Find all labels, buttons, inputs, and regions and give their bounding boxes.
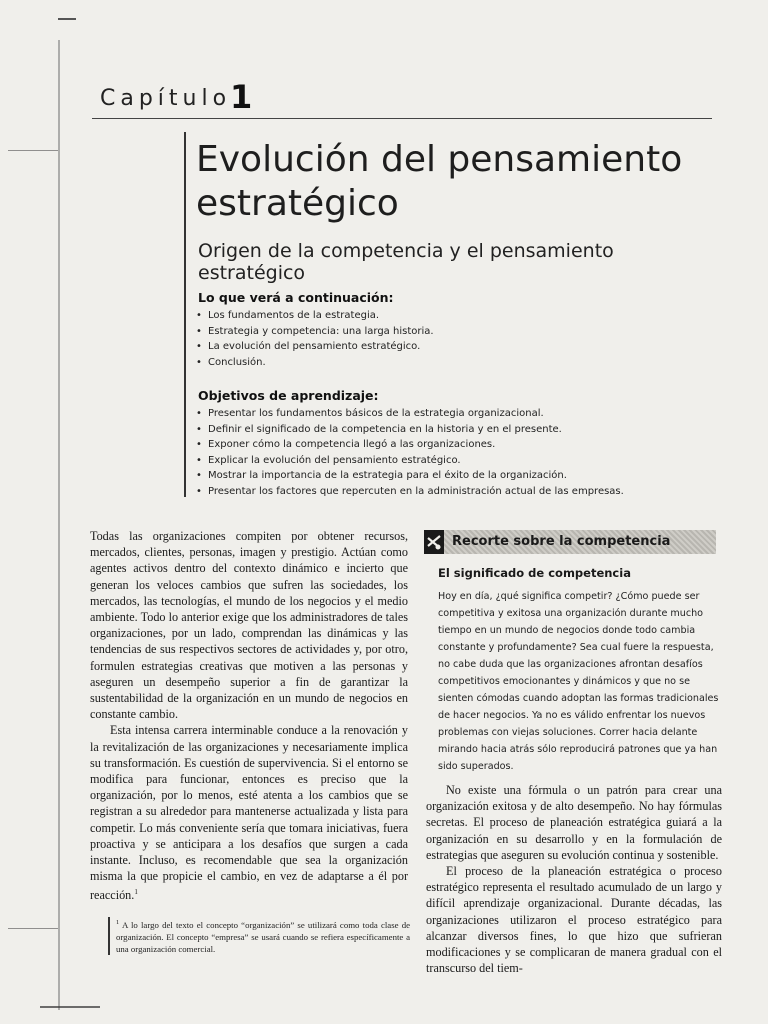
body-paragraph: El proceso de la planeación estratégica o proceso estratégico representa el resultado acumulado de un largo y difícil aprendizaje organizacional. Durante décadas, las organizaciones utilizaron el proceso estratégico para alcanzar diversos fines, lo que hizo que sufrieran modificaciones y se complicaran de manera gradual con el transcurso del tiem- xyxy=(426,864,722,976)
body-paragraph: Esta intensa carrera interminable conduce a la renovación y la revitalización de las organizaciones y necesariamente implica su transformación. Es cuestión de supervivencia. Si el entorno se modifica para funcionar, entonces es preciso que la organización, por lo menos, esté atenta a los cambios que se registran a su alrededor para mantenerse actualizada y lista para competir. Lo más conveniente sería que tomara iniciativas, fuera proactiva y se anticipara a los desafíos que surgen a cada instante. Incluso, es recomendable que sea la organización misma la que propicie el cambio, en vez de adaptarse a él por reacción.$^1$ xyxy=(90,723,408,903)
chapter-number: 1 xyxy=(230,78,253,116)
body-paragraph: No existe una fórmula o un patrón para crear una organización exitosa y de alto desempeño. No hay fórmulas secretas. El proceso de planeación estratégica guiará a la organización en su desarrollo y en la formulación de estrategias que aseguren su evolución continua y sostenible. xyxy=(426,783,722,862)
list-item: • Exponer cómo la competencia llegó a las organizaciones. xyxy=(196,437,716,453)
scan-mark xyxy=(8,150,58,151)
footnote xyxy=(116,917,410,955)
list-item: • Conclusión. xyxy=(196,355,716,371)
sidebar-box-title: Recorte sobre la competencia xyxy=(452,534,671,549)
objectives-list xyxy=(196,406,716,500)
list-item: • Los fundamentos de la estrategia. xyxy=(196,308,716,324)
page-title: Evolución del pensamiento estratégico xyxy=(196,139,683,224)
list-item: • Presentar los fundamentos básicos de la estrategia organizacional. xyxy=(196,406,716,422)
page-margin-line xyxy=(58,40,60,1010)
list-item: • Mostrar la importancia de la estrategia para el éxito de la organización. xyxy=(196,468,716,484)
list-item: • Definir el significado de la competencia en la historia y en el presente. xyxy=(196,422,716,438)
scissors-cut-icon xyxy=(424,530,444,554)
overview-list xyxy=(196,308,716,370)
footnote-marker: 1 xyxy=(116,919,120,926)
list-item: • Presentar los factores que repercuten en la administración actual de las empresas. xyxy=(196,484,716,500)
chapter-label: Capítulo xyxy=(100,86,232,111)
body-left-column xyxy=(90,528,408,904)
crop-mark xyxy=(58,18,76,20)
sidebar-box-subtitle: El significado de competencia xyxy=(438,566,631,580)
footnote-text: A lo largo del texto el concepto “organización” se utilizará como toda clase de organización. El concepto “empresa” se usará cuando se refiera específicamente a una organización comercial. xyxy=(116,919,410,954)
section-heading-objectives: Objetivos de aprendizaje: xyxy=(198,388,379,403)
footnote-reference: 1 xyxy=(134,888,138,897)
sidebar-box-body: Hoy en día, ¿qué significa competir? ¿Cómo puede ser competitiva y exitosa una organización durante mucho tiempo en un mundo de negocios donde todo cambia constante y profundamente? Sea cual fuere la respuesta, no cabe duda que las organizaciones afrontan desafíos competitivos emocionantes y dinámicos y que no se sienten cómodas cuando adoptan las formas tradicionales de hacer negocios. Ya no es válido enfrentar los nuevos problemas con viejas soluciones. Correr hacia delante mirando hacia atrás sólo reproducirá patrones que ya han sido superados. xyxy=(438,591,719,772)
list-item: • La evolución del pensamiento estratégico. xyxy=(196,339,716,355)
list-item: • Estrategia y competencia: una larga historia. xyxy=(196,324,716,340)
list-item: • Explicar la evolución del pensamiento estratégico. xyxy=(196,453,716,469)
footnote-bar xyxy=(108,917,110,955)
body-right-column xyxy=(426,782,722,976)
scan-mark xyxy=(40,1006,100,1008)
scan-mark xyxy=(8,928,58,929)
page-subtitle: Origen de la competencia y el pensamiento estratégico xyxy=(198,240,614,284)
chapter-rule xyxy=(92,118,712,119)
title-side-bar xyxy=(184,132,186,497)
section-heading-overview: Lo que verá a continuación: xyxy=(198,290,394,305)
body-paragraph: Todas las organizaciones compiten por obtener recursos, mercados, clientes, personas, imagen y prestigio. Actúan como agentes activos dentro del contexto dinámico e incierto que generan los veloces cambios que sufren las sociedades, los mercados, las tecnologías, el mundo de los negocios y el medio ambiente. Todo lo anterior exige que los administradores de tales organizaciones, por un lado, comprendan las dinámicas y las tendencias de sus respectivos sectores de actividades y, por otro, formulen estrategias creativas que motiven a las personas y aseguren un desempeño superior a fin de garantizar la sustentabilidad de la organización en un mundo de negocios en constante cambio. xyxy=(90,529,408,722)
